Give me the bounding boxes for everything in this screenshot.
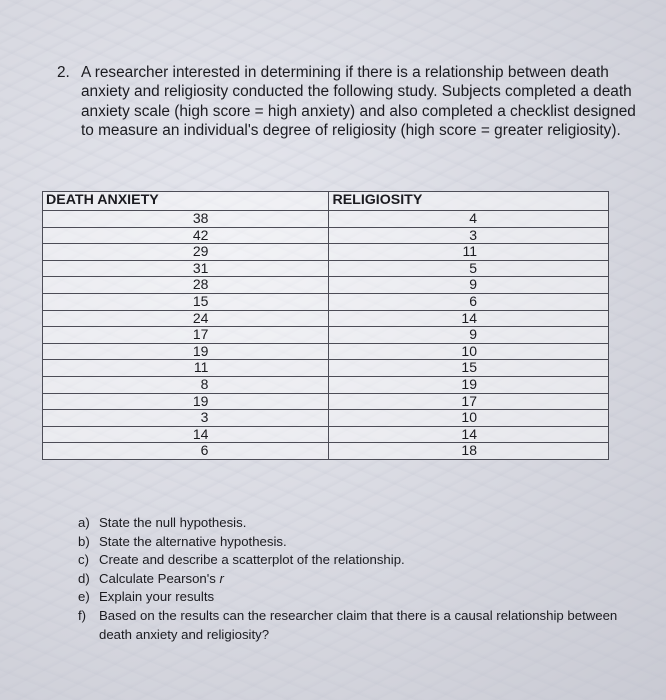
death-anxiety-cell: 11: [43, 360, 329, 377]
sub-question-marker: e): [78, 589, 90, 605]
table-row: [43, 227, 609, 244]
sub-question-marker: d): [78, 570, 90, 586]
sub-question-item: [78, 607, 618, 644]
table-row: [43, 310, 609, 327]
table-row: [43, 410, 609, 427]
header-religiosity: RELIGIOSITY: [329, 192, 609, 211]
death-anxiety-cell: 38: [43, 211, 329, 228]
sub-question-text: Calculate Pearson's r: [99, 570, 224, 586]
table-row: [43, 327, 609, 344]
religiosity-cell: 10: [329, 410, 609, 427]
religiosity-cell: 19: [329, 376, 609, 393]
death-anxiety-cell: 17: [43, 327, 329, 344]
sub-question-text: Based on the results can the researcher claim that there is a causal relationship between death anxiety and religiosity?: [99, 607, 618, 642]
death-anxiety-cell: 15: [43, 293, 329, 310]
table-row: [43, 360, 609, 377]
table-row: [43, 443, 609, 460]
data-table: [42, 191, 609, 460]
sub-question-text: Create and describe a scatterplot of the relationship.: [99, 552, 405, 568]
table-row: [43, 293, 609, 310]
death-anxiety-cell: 14: [43, 426, 329, 443]
table-row: [43, 244, 609, 261]
death-anxiety-cell: 19: [43, 393, 329, 410]
table-row: [43, 343, 609, 360]
sub-question-marker: f): [78, 607, 87, 623]
religiosity-cell: 11: [329, 244, 609, 261]
death-anxiety-cell: 8: [43, 376, 329, 393]
death-anxiety-cell: 29: [43, 244, 329, 261]
question-block: [57, 63, 637, 141]
religiosity-cell: 18: [329, 443, 609, 460]
sub-question-item: [78, 533, 618, 552]
death-anxiety-cell: 19: [43, 343, 329, 360]
religiosity-cell: 15: [329, 360, 609, 377]
table-row: [43, 260, 609, 277]
religiosity-cell: 4: [329, 211, 609, 228]
religiosity-cell: 9: [329, 327, 609, 344]
table-row: [43, 277, 609, 294]
religiosity-cell: 3: [329, 227, 609, 244]
table-header-row: [43, 192, 609, 211]
sub-question-marker: a): [78, 515, 90, 530]
sub-question-item: [78, 551, 618, 570]
header-death-anxiety: DEATH ANXIETY: [43, 192, 329, 211]
question-number: 2.: [57, 64, 70, 81]
sub-questions-list: [78, 514, 618, 644]
question-text: A researcher interested in determining if there is a relationship between death anxiety and religiosity conducted the following study. Subjects completed a death anxiety scale (high score = high anxiety) and also completed a checklist designed to measure an individual's degree of religiosity (high score = greater religiosity).: [81, 64, 636, 140]
sub-question-item: [78, 588, 618, 607]
religiosity-cell: 17: [329, 393, 609, 410]
religiosity-cell: 14: [329, 310, 609, 327]
sub-question-text: Explain your results: [99, 589, 215, 605]
death-anxiety-cell: 42: [43, 227, 329, 244]
sub-question-text: State the null hypothesis.: [99, 515, 247, 530]
table-row: [43, 393, 609, 410]
table-row: [43, 211, 609, 228]
death-anxiety-cell: 28: [43, 277, 329, 294]
table-row: [43, 426, 609, 443]
death-anxiety-cell: 24: [43, 310, 329, 327]
table-row: [43, 376, 609, 393]
religiosity-cell: 6: [329, 293, 609, 310]
sub-question-item: [78, 570, 618, 589]
sub-question-marker: b): [78, 533, 90, 549]
death-anxiety-cell: 31: [43, 260, 329, 277]
sub-question-item: [78, 514, 618, 533]
death-anxiety-cell: 3: [43, 410, 329, 427]
death-anxiety-cell: 6: [43, 443, 329, 460]
religiosity-cell: 10: [329, 343, 609, 360]
religiosity-cell: 14: [329, 426, 609, 443]
sub-question-text: State the alternative hypothesis.: [99, 533, 287, 549]
religiosity-cell: 9: [329, 277, 609, 294]
sub-question-marker: c): [78, 552, 89, 568]
religiosity-cell: 5: [329, 260, 609, 277]
